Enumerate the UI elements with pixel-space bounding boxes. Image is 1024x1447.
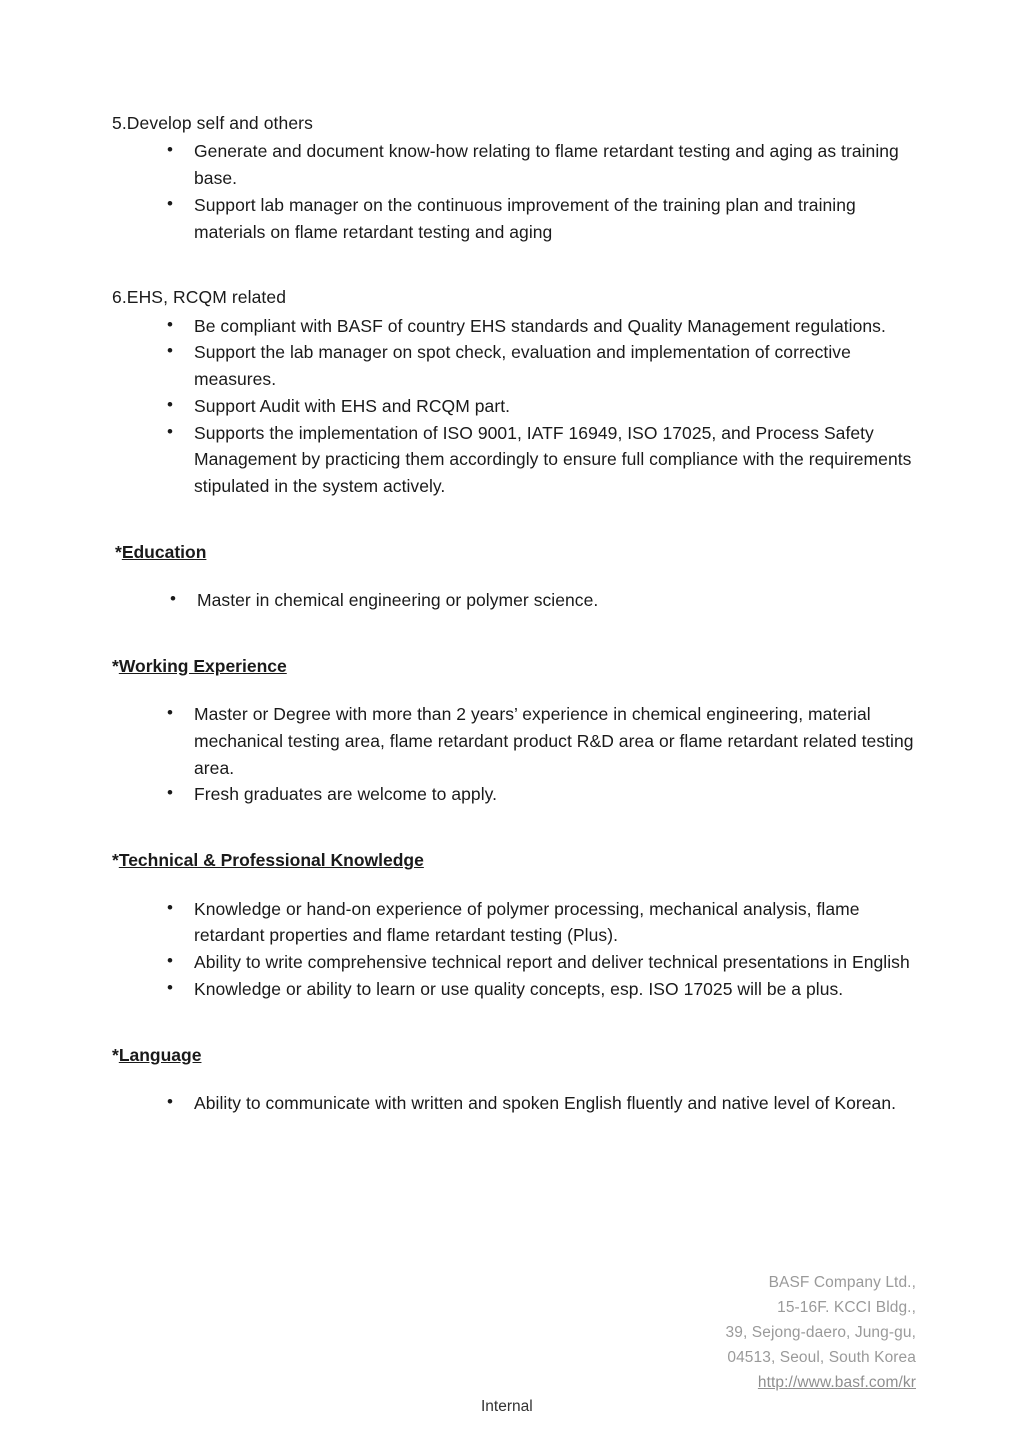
section-develop-self-and-others [112, 110, 924, 245]
spacer [115, 565, 924, 587]
address-line-company: BASF Company Ltd., [768, 1274, 916, 1291]
spacer [112, 814, 924, 847]
subsection-heading [115, 539, 924, 565]
subsection-heading-text: Language [118, 1044, 202, 1065]
bullet-list [115, 587, 924, 614]
section-heading: 5.Develop self and others [112, 113, 313, 133]
star-marker: * [112, 850, 119, 871]
subsection-heading [112, 653, 924, 679]
list-item: • Fresh graduates are welcome to apply. [159, 781, 924, 808]
section-ehs-rcqm-related [112, 284, 924, 500]
subsection-heading-text: Technical & Professional Knowledge [118, 850, 424, 871]
list-item: • Ability to communicate with written and spoken English fluently and native level of Korean. [159, 1090, 924, 1117]
spacer [112, 620, 924, 653]
subsection-heading-text: Working Experience [118, 655, 287, 676]
bullet-list [112, 701, 924, 808]
list-item: • Knowledge or hand-on experience of polymer processing, mechanical analysis, flame retardant properties and flame retardant testing (Plus). [159, 896, 924, 950]
address-line-building: 15-16F. KCCI Bldg., [777, 1299, 916, 1317]
list-item: • Knowledge or ability to learn or use quality concepts, esp. ISO 17025 will be a plus. [159, 976, 924, 1003]
list-item: • Master or Degree with more than 2 years’ experience in chemical engineering, material mechanical testing area, flame retardant product R&D area or flame retardant related testing area. [159, 701, 924, 781]
list-item: • Support the lab manager on spot check, evaluation and implementation of corrective measures. [159, 339, 924, 393]
subsection-heading-text: Education [121, 541, 207, 562]
star-marker: * [112, 1044, 119, 1065]
list-item: • Ability to write comprehensive technical report and deliver technical presentations in English [159, 949, 924, 976]
star-marker: * [112, 655, 119, 676]
list-item: • Generate and document know-how relating to flame retardant testing and aging as training base. [159, 138, 924, 192]
section-working-experience [112, 653, 924, 808]
list-item: • Support lab manager on the continuous improvement of the training plan and training materials on flame retardant testing and aging [159, 192, 924, 246]
list-item: • Be compliant with BASF of country EHS standards and Quality Management regulations. [159, 313, 924, 340]
section-heading: 6.EHS, RCQM related [112, 287, 287, 308]
company-website-link[interactable]: http://www.basf.com/kr [757, 1374, 916, 1392]
list-item: • Support Audit with EHS and RCQM part. [159, 393, 924, 420]
address-line-street: 39, Sejong-daero, Jung-gu, [725, 1324, 916, 1342]
bullet-list [112, 313, 924, 500]
list-item: • Master in chemical engineering or polymer science. [162, 587, 924, 614]
spacer [112, 679, 924, 701]
section-education [115, 539, 924, 614]
bullet-list [112, 1090, 924, 1117]
bullet-list [112, 138, 924, 245]
bullet-list [112, 896, 924, 1003]
spacer [112, 506, 924, 539]
address-line-city: 04513, Seoul, South Korea [727, 1349, 916, 1367]
section-language [112, 1042, 924, 1117]
spacer [112, 1009, 924, 1042]
star-marker: * [115, 541, 122, 562]
company-address-block [726, 1270, 916, 1396]
list-item: • Supports the implementation of ISO 9001, IATF 16949, ISO 17025, and Process Safety Management by practicing them accordingly to ensure full compliance with the requirements stipulated in the system actively. [159, 420, 924, 500]
section-technical-professional-knowledge [112, 847, 924, 1002]
footer-classification: Internal [481, 1398, 533, 1415]
subsection-heading [112, 1042, 924, 1068]
spacer [112, 1068, 924, 1090]
spacer [112, 874, 924, 896]
spacer [112, 251, 924, 284]
subsection-heading [112, 847, 924, 873]
